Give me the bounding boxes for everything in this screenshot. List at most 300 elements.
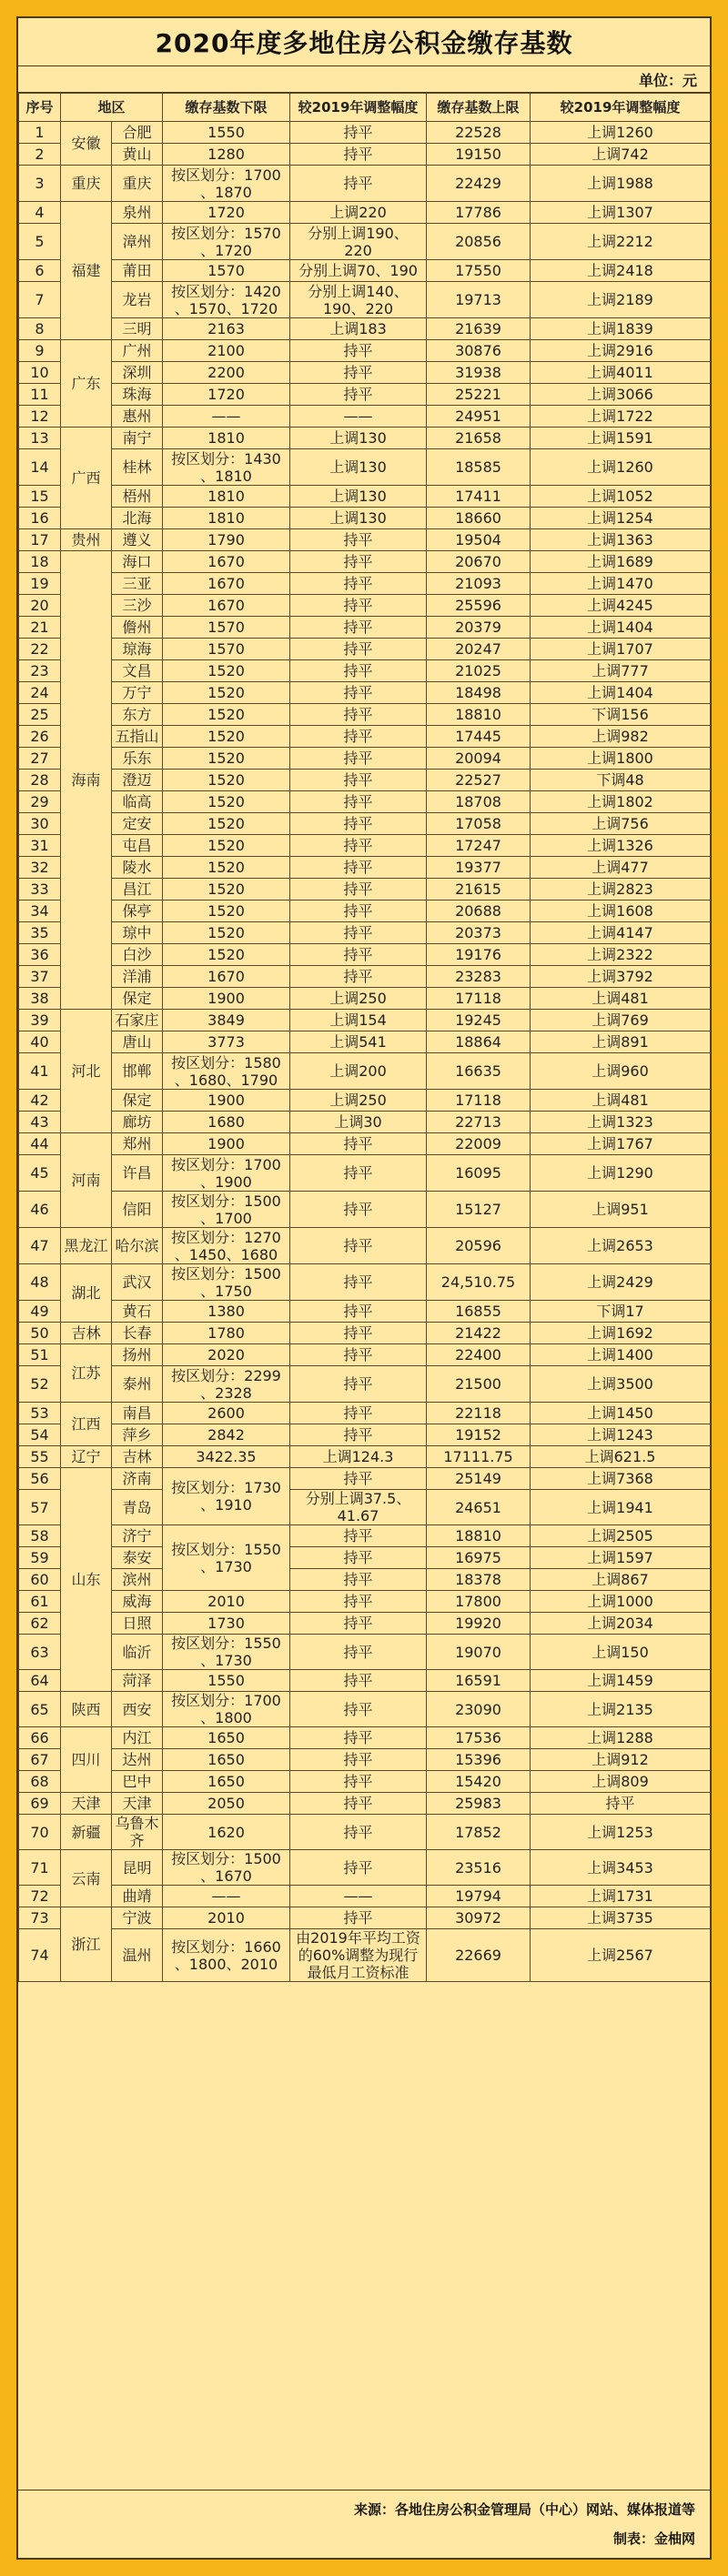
lower-limit-cell: 2100 [163, 340, 290, 362]
upper-limit-cell: 30972 [427, 1907, 531, 1929]
row-number: 68 [19, 1771, 61, 1793]
lower-change-cell: 持平 [290, 1692, 427, 1727]
upper-change-cell: 上调1689 [531, 551, 711, 573]
upper-limit-cell: 16095 [427, 1155, 531, 1192]
region-city: 黄石 [112, 1301, 163, 1323]
upper-limit-cell: 17550 [427, 260, 531, 282]
upper-limit-cell: 24,510.75 [427, 1264, 531, 1301]
upper-change-cell: 上调3792 [531, 966, 711, 988]
upper-limit-cell: 18585 [427, 449, 531, 486]
region-city: 长春 [112, 1323, 163, 1344]
upper-change-cell: 上调960 [531, 1053, 711, 1090]
region-city: 泰州 [112, 1366, 163, 1403]
table-row [19, 1907, 711, 1929]
upper-limit-cell: 17118 [427, 1090, 531, 1112]
upper-limit-cell: 16975 [427, 1547, 531, 1569]
region-city: 保定 [112, 1090, 163, 1112]
upper-limit-cell: 19794 [427, 1886, 531, 1907]
row-number: 55 [19, 1446, 61, 1468]
region-province: 安徽 [61, 122, 112, 166]
region-province: 贵州 [61, 529, 112, 551]
table-row [19, 1133, 711, 1155]
row-number: 47 [19, 1228, 61, 1264]
table-row [19, 1886, 711, 1907]
row-number: 65 [19, 1692, 61, 1727]
upper-limit-cell: 22400 [427, 1344, 531, 1366]
lower-limit-cell: 1520 [163, 835, 290, 857]
lower-limit-cell: 1790 [163, 529, 290, 551]
table-row [19, 726, 711, 748]
upper-limit-cell: 17058 [427, 813, 531, 835]
row-number: 54 [19, 1424, 61, 1446]
row-number: 70 [19, 1815, 61, 1850]
lower-change-cell: 持平 [290, 529, 427, 551]
lower-change-cell: 持平 [290, 1850, 427, 1886]
row-number: 62 [19, 1613, 61, 1635]
upper-limit-cell: 20094 [427, 748, 531, 770]
lower-change-cell: —— [290, 1886, 427, 1907]
region-city: 遵义 [112, 529, 163, 551]
lower-limit-cell: 1900 [163, 1133, 290, 1155]
upper-limit-cell: 17445 [427, 726, 531, 748]
table-row [19, 318, 711, 340]
lower-change-cell: 持平 [290, 1635, 427, 1670]
table-row [19, 362, 711, 384]
upper-change-cell: 上调481 [531, 988, 711, 1010]
lower-change-cell: 持平 [290, 617, 427, 639]
row-number: 11 [19, 384, 61, 406]
table-row [19, 1192, 711, 1228]
table-row [19, 1490, 711, 1525]
row-number: 10 [19, 362, 61, 384]
lower-change-cell: 持平 [290, 1403, 427, 1424]
region-city: 黄山 [112, 144, 163, 166]
lower-change-cell: 持平 [290, 901, 427, 922]
row-number: 1 [19, 122, 61, 144]
lower-change-cell: 持平 [290, 1907, 427, 1929]
upper-limit-cell: 15420 [427, 1771, 531, 1793]
lower-change-cell: 持平 [290, 1815, 427, 1850]
row-number: 73 [19, 1907, 61, 1929]
region-city: 莆田 [112, 260, 163, 282]
table-row [19, 1727, 711, 1749]
upper-limit-cell: 25596 [427, 595, 531, 617]
upper-change-cell: 上调1326 [531, 835, 711, 857]
region-city: 儋州 [112, 617, 163, 639]
region-city: 武汉 [112, 1264, 163, 1301]
upper-limit-cell: 18810 [427, 1525, 531, 1547]
table-row [19, 988, 711, 1010]
lower-limit-cell: 按区划分：1580 、1680、1790 [163, 1053, 290, 1090]
upper-change-cell: 上调756 [531, 813, 711, 835]
lower-change-cell: 持平 [290, 770, 427, 791]
region-city: 威海 [112, 1591, 163, 1613]
lower-limit-cell: 1780 [163, 1323, 290, 1344]
table-row [19, 1228, 711, 1264]
lower-limit-cell: 1280 [163, 144, 290, 166]
lower-limit-cell: 1520 [163, 660, 290, 682]
row-number: 46 [19, 1192, 61, 1228]
lower-limit-cell: 1650 [163, 1727, 290, 1749]
row-number: 39 [19, 1010, 61, 1031]
table-row [19, 340, 711, 362]
lower-limit-cell: 1810 [163, 486, 290, 508]
lower-change-cell: 持平 [290, 1569, 427, 1591]
lower-change-cell: 上调200 [290, 1053, 427, 1090]
lower-change-cell: 持平 [290, 944, 427, 966]
upper-change-cell: 上调1767 [531, 1133, 711, 1155]
row-number: 8 [19, 318, 61, 340]
row-number: 49 [19, 1301, 61, 1323]
region-city: 琼海 [112, 639, 163, 660]
lower-change-cell: 持平 [290, 144, 427, 166]
row-number: 27 [19, 748, 61, 770]
upper-limit-cell: 30876 [427, 340, 531, 362]
upper-limit-cell: 15396 [427, 1749, 531, 1771]
upper-change-cell: 上调1260 [531, 122, 711, 144]
region-city: 日照 [112, 1613, 163, 1635]
lower-change-cell: 持平 [290, 966, 427, 988]
table-row [19, 813, 711, 835]
row-number: 30 [19, 813, 61, 835]
upper-change-cell: 下调156 [531, 704, 711, 726]
upper-change-cell: 上调2916 [531, 340, 711, 362]
lower-limit-cell: 按区划分：1660 、1800、2010 [163, 1929, 290, 1982]
lower-limit-cell: 按区划分：1700 、1870 [163, 166, 290, 202]
upper-limit-cell: 17411 [427, 486, 531, 508]
upper-change-cell: 上调777 [531, 660, 711, 682]
row-number: 18 [19, 551, 61, 573]
upper-change-cell: 上调4245 [531, 595, 711, 617]
upper-limit-cell: 20688 [427, 901, 531, 922]
table-row [19, 449, 711, 486]
upper-change-cell: 上调1800 [531, 748, 711, 770]
upper-change-cell: 上调1839 [531, 318, 711, 340]
upper-change-cell: 上调3735 [531, 1907, 711, 1929]
lower-change-cell: 持平 [290, 1323, 427, 1344]
upper-change-cell: 上调481 [531, 1090, 711, 1112]
upper-change-cell: 上调1988 [531, 166, 711, 202]
table-row [19, 1771, 711, 1793]
lower-limit-cell: 1520 [163, 922, 290, 944]
row-number: 26 [19, 726, 61, 748]
table-row [19, 1301, 711, 1323]
region-province: 浙江 [61, 1907, 112, 1982]
row-number: 40 [19, 1031, 61, 1053]
row-number: 60 [19, 1569, 61, 1591]
upper-change-cell: 上调1254 [531, 508, 711, 529]
row-number: 66 [19, 1727, 61, 1749]
upper-limit-cell: 22009 [427, 1133, 531, 1155]
region-city: 泰安 [112, 1547, 163, 1569]
table-row [19, 1112, 711, 1133]
lower-limit-cell: 2010 [163, 1591, 290, 1613]
lower-change-cell: 持平 [290, 1468, 427, 1490]
lower-change-cell: 上调130 [290, 508, 427, 529]
upper-limit-cell: 22527 [427, 770, 531, 791]
upper-limit-cell: 16591 [427, 1670, 531, 1692]
upper-change-cell: 上调1243 [531, 1424, 711, 1446]
upper-limit-cell: 19504 [427, 529, 531, 551]
lower-change-cell: 持平 [290, 704, 427, 726]
row-number: 29 [19, 791, 61, 813]
lower-change-cell: 持平 [290, 1727, 427, 1749]
upper-change-cell: 上调1288 [531, 1727, 711, 1749]
region-city: 扬州 [112, 1344, 163, 1366]
region-city: 唐山 [112, 1031, 163, 1053]
table-row [19, 260, 711, 282]
upper-limit-cell: 17786 [427, 202, 531, 224]
upper-change-cell: 上调1722 [531, 406, 711, 428]
table-row [19, 1692, 711, 1727]
upper-limit-cell: 19377 [427, 857, 531, 879]
upper-limit-cell: 25221 [427, 384, 531, 406]
lower-change-cell: 持平 [290, 1344, 427, 1366]
region-city: 济南 [112, 1468, 163, 1490]
row-number: 38 [19, 988, 61, 1010]
row-number: 36 [19, 944, 61, 966]
region-province: 四川 [61, 1727, 112, 1793]
region-city: 梧州 [112, 486, 163, 508]
row-number: 37 [19, 966, 61, 988]
lower-limit-cell: 1550 [163, 122, 290, 144]
footer [18, 2490, 710, 2558]
row-number: 63 [19, 1635, 61, 1670]
row-number: 25 [19, 704, 61, 726]
upper-limit-cell: 22528 [427, 122, 531, 144]
row-number: 16 [19, 508, 61, 529]
upper-limit-cell: 18708 [427, 791, 531, 813]
upper-change-cell: 上调1597 [531, 1547, 711, 1569]
upper-change-cell: 上调2212 [531, 224, 711, 260]
upper-change-cell: 上调3500 [531, 1366, 711, 1403]
region-city: 温州 [112, 1929, 163, 1982]
lower-change-cell: 上调220 [290, 202, 427, 224]
row-number: 17 [19, 529, 61, 551]
upper-limit-cell: 19152 [427, 1424, 531, 1446]
upper-limit-cell: 31938 [427, 362, 531, 384]
lower-change-cell: 持平 [290, 813, 427, 835]
upper-limit-cell: 18498 [427, 682, 531, 704]
table-header-row [19, 94, 711, 122]
lower-change-cell: 持平 [290, 922, 427, 944]
lower-limit-cell: 1670 [163, 595, 290, 617]
upper-limit-cell: 21025 [427, 660, 531, 682]
upper-change-cell: 上调150 [531, 1635, 711, 1670]
upper-limit-cell: 20247 [427, 639, 531, 660]
region-city: 珠海 [112, 384, 163, 406]
lower-change-cell: 分别上调140、 190、220 [290, 282, 427, 318]
region-province: 河南 [61, 1133, 112, 1228]
row-number: 35 [19, 922, 61, 944]
row-number: 21 [19, 617, 61, 639]
table-row [19, 748, 711, 770]
unit-label: 单位：元 [18, 66, 710, 93]
upper-limit-cell: 20856 [427, 224, 531, 260]
region-province: 新疆 [61, 1815, 112, 1850]
row-number: 52 [19, 1366, 61, 1403]
data-table [18, 93, 711, 1982]
upper-limit-cell: 18660 [427, 508, 531, 529]
upper-change-cell: 上调2418 [531, 260, 711, 282]
table-row [19, 1569, 711, 1591]
upper-limit-cell: 21093 [427, 573, 531, 595]
lower-limit-cell: 2163 [163, 318, 290, 340]
upper-limit-cell: 18378 [427, 1569, 531, 1591]
region-city: 三亚 [112, 573, 163, 595]
table-row [19, 791, 711, 813]
lower-limit-cell: 按区划分：1270 、1450、1680 [163, 1228, 290, 1264]
upper-limit-cell: 20596 [427, 1228, 531, 1264]
region-city: 合肥 [112, 122, 163, 144]
lower-limit-cell: 1380 [163, 1301, 290, 1323]
upper-change-cell: 上调1323 [531, 1112, 711, 1133]
upper-change-cell: 下调48 [531, 770, 711, 791]
upper-change-cell: 上调1450 [531, 1403, 711, 1424]
row-number: 41 [19, 1053, 61, 1090]
table-row [19, 508, 711, 529]
upper-limit-cell: 22118 [427, 1403, 531, 1424]
region-city: 昆明 [112, 1850, 163, 1886]
row-number: 71 [19, 1850, 61, 1886]
region-city: 昌江 [112, 879, 163, 901]
lower-limit-cell: 3422.35 [163, 1446, 290, 1468]
lower-limit-cell: 1520 [163, 770, 290, 791]
upper-change-cell: 上调1400 [531, 1344, 711, 1366]
lower-limit-cell: 1570 [163, 639, 290, 660]
lower-limit-cell: 2050 [163, 1793, 290, 1815]
upper-change-cell: 上调1731 [531, 1886, 711, 1907]
upper-limit-cell: 17247 [427, 835, 531, 857]
lower-change-cell: 持平 [290, 1192, 427, 1228]
lower-limit-cell: 按区划分：1500 、1750 [163, 1264, 290, 1301]
row-number: 50 [19, 1323, 61, 1344]
lower-change-cell: 持平 [290, 1366, 427, 1403]
upper-change-cell: 上调1260 [531, 449, 711, 486]
region-city: 三沙 [112, 595, 163, 617]
table-row [19, 551, 711, 573]
upper-change-cell: 上调2322 [531, 944, 711, 966]
lower-change-cell: 持平 [290, 384, 427, 406]
table-row [19, 1929, 711, 1982]
lower-change-cell: 持平 [290, 166, 427, 202]
upper-change-cell: 上调809 [531, 1771, 711, 1793]
table-row [19, 1424, 711, 1446]
upper-change-cell: 上调2135 [531, 1692, 711, 1727]
table-row [19, 835, 711, 857]
region-province: 天津 [61, 1793, 112, 1815]
lower-change-cell: 分别上调37.5、 41.67 [290, 1490, 427, 1525]
region-city: 重庆 [112, 166, 163, 202]
upper-limit-cell: 23283 [427, 966, 531, 988]
lower-change-cell: 持平 [290, 1793, 427, 1815]
upper-limit-cell: 17111.75 [427, 1446, 531, 1468]
table-row [19, 428, 711, 449]
table-row [19, 1749, 711, 1771]
region-province: 广西 [61, 428, 112, 529]
table-row [19, 202, 711, 224]
lower-change-cell: 持平 [290, 573, 427, 595]
upper-change-cell: 上调1290 [531, 1155, 711, 1192]
upper-change-cell: 持平 [531, 1793, 711, 1815]
row-number: 24 [19, 682, 61, 704]
table-row [19, 529, 711, 551]
lower-limit-cell: 1720 [163, 384, 290, 406]
region-city: 达州 [112, 1749, 163, 1771]
lower-limit-cell: 1810 [163, 508, 290, 529]
upper-limit-cell: 25983 [427, 1793, 531, 1815]
lower-limit-cell: 1650 [163, 1749, 290, 1771]
region-city: 定安 [112, 813, 163, 835]
table-row [19, 639, 711, 660]
table-row [19, 1468, 711, 1490]
region-city: 巴中 [112, 1771, 163, 1793]
region-city: 滨州 [112, 1569, 163, 1591]
region-city: 廊坊 [112, 1112, 163, 1133]
region-city: 万宁 [112, 682, 163, 704]
upper-limit-cell: 19920 [427, 1613, 531, 1635]
upper-limit-cell: 18864 [427, 1031, 531, 1053]
table-row [19, 1547, 711, 1569]
upper-change-cell: 上调621.5 [531, 1446, 711, 1468]
lower-limit-cell: 1550 [163, 1670, 290, 1692]
row-number: 64 [19, 1670, 61, 1692]
lower-limit-cell: 1520 [163, 704, 290, 726]
lower-limit-cell: 2842 [163, 1424, 290, 1446]
region-city: 陵水 [112, 857, 163, 879]
lower-change-cell: 持平 [290, 879, 427, 901]
table-row [19, 922, 711, 944]
lower-limit-cell: 1650 [163, 1771, 290, 1793]
region-city: 吉林 [112, 1446, 163, 1468]
lower-change-cell: —— [290, 406, 427, 428]
lower-change-cell: 上调541 [290, 1031, 427, 1053]
region-city: 文昌 [112, 660, 163, 682]
lower-change-cell: 上调30 [290, 1112, 427, 1133]
row-number: 3 [19, 166, 61, 202]
lower-change-cell: 分别上调70、190 [290, 260, 427, 282]
upper-change-cell: 上调2567 [531, 1929, 711, 1982]
upper-limit-cell: 19245 [427, 1010, 531, 1031]
lower-limit-cell: 1620 [163, 1815, 290, 1850]
lower-limit-cell: 2600 [163, 1403, 290, 1424]
lower-change-cell: 持平 [290, 362, 427, 384]
table-row [19, 406, 711, 428]
upper-change-cell: 上调1404 [531, 682, 711, 704]
upper-change-cell: 上调1307 [531, 202, 711, 224]
table-row [19, 1446, 711, 1468]
lower-change-cell: 上调130 [290, 428, 427, 449]
lower-change-cell: 持平 [290, 639, 427, 660]
region-city: 五指山 [112, 726, 163, 748]
row-number: 15 [19, 486, 61, 508]
upper-limit-cell: 20670 [427, 551, 531, 573]
region-province: 黑龙江 [61, 1228, 112, 1264]
lower-change-cell: 上调250 [290, 1090, 427, 1112]
row-number: 4 [19, 202, 61, 224]
lower-limit-cell: 按区划分：1730 、1910 [163, 1468, 290, 1525]
maker-note: 制表：金柚网 [612, 2531, 695, 2547]
lower-limit-cell: 1810 [163, 428, 290, 449]
table-row [19, 617, 711, 639]
row-number: 45 [19, 1155, 61, 1192]
region-city: 石家庄 [112, 1010, 163, 1031]
lower-change-cell: 持平 [290, 1424, 427, 1446]
row-number: 22 [19, 639, 61, 660]
upper-change-cell: 上调3066 [531, 384, 711, 406]
lower-change-cell: 持平 [290, 1264, 427, 1301]
region-city: 乐东 [112, 748, 163, 770]
